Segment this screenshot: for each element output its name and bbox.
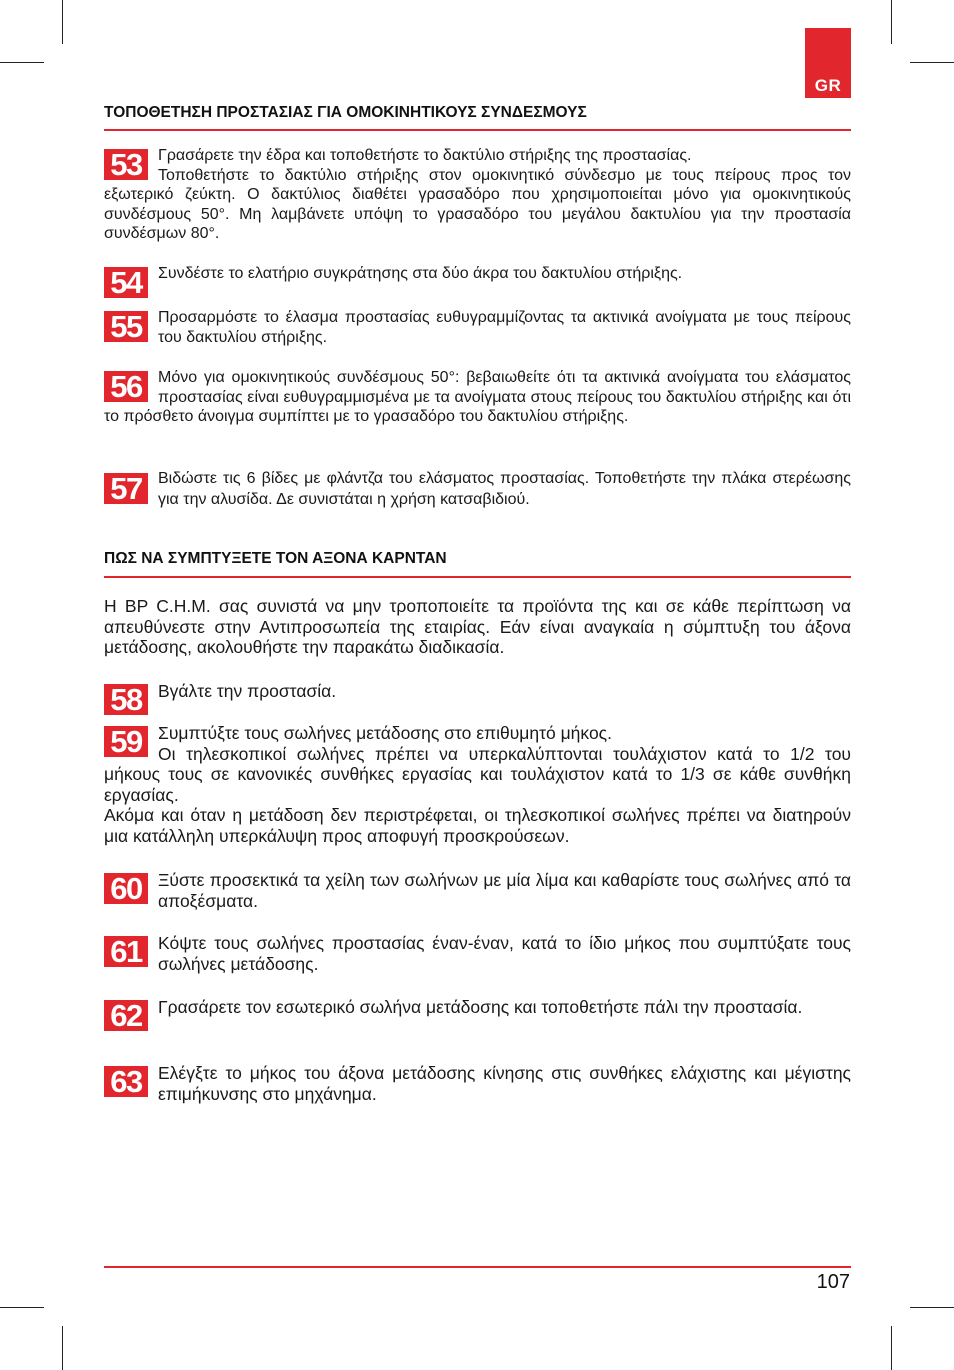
step-56 xyxy=(104,368,851,427)
step-paragraph: Κόψτε τους σωλήνες προστασίας έναν-έναν, κατά το ίδιο μήκος που συμπτύξατε τους σωλήνες μετάδοσης. xyxy=(158,933,851,974)
step-57 xyxy=(104,468,851,510)
step-53 xyxy=(104,146,851,244)
section-divider xyxy=(104,576,851,578)
step-paragraph: Ελέγξτε το μήκος του άξονα μετάδοσης κίνησης στις συνθήκες ελάχιστης και μέγιστης επιμήκυνσης στο μηχάνημα. xyxy=(158,1063,851,1104)
footer-divider xyxy=(104,1266,851,1268)
step-paragraph: Γρασάρετε την έδρα και τοποθετήστε το δακτύλιο στήριξης της προστασίας. xyxy=(158,147,692,164)
section-title: ΠΩΣ ΝΑ ΣΥΜΠΤΥΞΕΤΕ ΤΟΝ ΑΞΟΝΑ ΚΑΡΝΤΑΝ xyxy=(104,550,447,567)
crop-mark xyxy=(910,1307,954,1308)
step-paragraph: Γρασάρετε τον εσωτερικό σωλήνα μετάδοσης και τοποθετήστε πάλι την προστασία. xyxy=(158,997,803,1017)
crop-mark xyxy=(62,0,63,44)
step-number: 53 xyxy=(104,149,148,180)
step-text xyxy=(104,468,851,510)
step-paragraph: Συνδέστε το ελατήριο συγκράτησης στα δύο άκρα του δακτυλίου στήριξης. xyxy=(158,265,683,282)
section-divider xyxy=(104,129,851,131)
step-number: 58 xyxy=(104,684,148,715)
step-number: 56 xyxy=(104,371,148,402)
step-text xyxy=(104,723,851,846)
section-title: ΤΟΠΟΘΕΤΗΣΗ ΠΡΟΣΤΑΣΙΑΣ ΓΙΑ ΟΜΟΚΙΝΗΤΙΚΟΥΣ ΣΥΝΔΕΣΜΟΥΣ xyxy=(104,104,587,121)
step-text xyxy=(104,870,851,911)
step-number: 57 xyxy=(104,473,148,504)
page-number: 107 xyxy=(816,1271,850,1293)
crop-mark xyxy=(891,0,892,44)
step-text xyxy=(104,997,851,1018)
step-61 xyxy=(104,933,851,974)
step-paragraph: Οι τηλεσκοπικοί σωλήνες πρέπει να υπερκαλύπτονται τουλάχιστον κατά το 1/2 του μήκους τους σε κανονικές συνθήκες εργασίας και τουλάχιστον κατά το 1/3 σε κάθε συνθήκη εργασίας. xyxy=(104,743,851,805)
step-text xyxy=(104,1063,851,1104)
step-text xyxy=(104,368,851,427)
step-paragraph: Προσαρμόστε το έλασμα προστασίας ευθυγραμμίζοντας τα ακτινικά ανοίγματα με τους πείρους του δακτυλίου στήριξης. xyxy=(158,309,851,346)
step-paragraph: Βιδώστε τις 6 βίδες με φλάντζα του ελάσματος προστασίας. Τοποθετήστε την πλάκα στερέωσης για την αλυσίδα. Δε συνιστάται η χρήση κατσαβιδιού. xyxy=(158,470,851,508)
step-60 xyxy=(104,870,851,911)
step-paragraph: Τοποθετήστε το δακτύλιο στήριξης στον ομοκινητικό σύνδεσμο με τους πείρους προς τον εξωτερικό ζεύκτη. Ο δακτύλιος διαθέτει γρασαδόρο που χρησιμοποιείται μόνο για ομοκινητικούς συνδέσμους 50°. Μη λαμβάνετε υπόψη το γρασαδόρο του μεγάλου δακτυλίου για την προστασία συνδέσμων 80°. xyxy=(104,166,851,242)
step-55 xyxy=(104,308,851,347)
step-59 xyxy=(104,723,851,846)
intro-paragraph: Η BP C.H.M. σας συνιστά να μην τροποποιείτε τα προϊόντα της και σε κάθε περίπτωση να απευθύνεστε στην Αντιπροσωπεία της εταιρίας. Εάν είναι αναγκαία η σύμπτυξη του άξονα μετάδοσης, ακολουθήστε την παρακάτω διαδικασία. xyxy=(104,596,851,657)
language-badge: GR xyxy=(805,28,851,98)
step-text xyxy=(104,146,851,244)
step-text xyxy=(104,264,851,284)
step-paragraph: Μόνο για ομοκινητικούς συνδέσμους 50°: βεβαιωθείτε ότι τα ακτινικά ανοίγματα του ελάσματος προστασίας είναι ευθυγραμμισμένα με τα ανοίγματα στους πείρους του δακτυλίου στήριξης και ότι το πρόσθετο άνοιγμα συμπίπτει με το γρασαδόρο του δακτυλίου στήριξης. xyxy=(104,369,851,425)
step-number: 59 xyxy=(104,726,148,757)
step-text xyxy=(104,308,851,347)
crop-mark xyxy=(910,62,954,63)
step-58 xyxy=(104,681,851,715)
step-text xyxy=(104,681,851,702)
crop-mark xyxy=(891,1326,892,1370)
step-paragraph: Βγάλτε την προστασία. xyxy=(158,681,337,701)
step-number: 55 xyxy=(104,311,148,342)
step-text xyxy=(104,933,851,974)
step-number: 60 xyxy=(104,873,148,904)
step-paragraph: Ξύστε προσεκτικά τα χείλη των σωλήνων με μία λίμα και καθαρίστε τους σωλήνες από τα αποξέσματα. xyxy=(158,870,851,911)
crop-mark xyxy=(0,1307,44,1308)
step-63 xyxy=(104,1063,851,1104)
step-54 xyxy=(104,264,851,298)
step-paragraph: Συμπτύξτε τους σωλήνες μετάδοσης στο επιθυμητό μήκος. xyxy=(158,723,612,743)
step-paragraph: Ακόμα και όταν η μετάδοση δεν περιστρέφεται, οι τηλεσκοπικοί σωλήνες πρέπει να διατηρούν μια κατάλληλη υπερκάλυψη προς αποφυγή προσκρούσεων. xyxy=(104,805,851,846)
step-number: 62 xyxy=(104,1000,148,1031)
crop-mark xyxy=(0,62,44,63)
step-number: 54 xyxy=(104,267,148,298)
step-number: 63 xyxy=(104,1066,148,1097)
step-number: 61 xyxy=(104,936,148,967)
step-62 xyxy=(104,997,851,1031)
crop-mark xyxy=(62,1326,63,1370)
